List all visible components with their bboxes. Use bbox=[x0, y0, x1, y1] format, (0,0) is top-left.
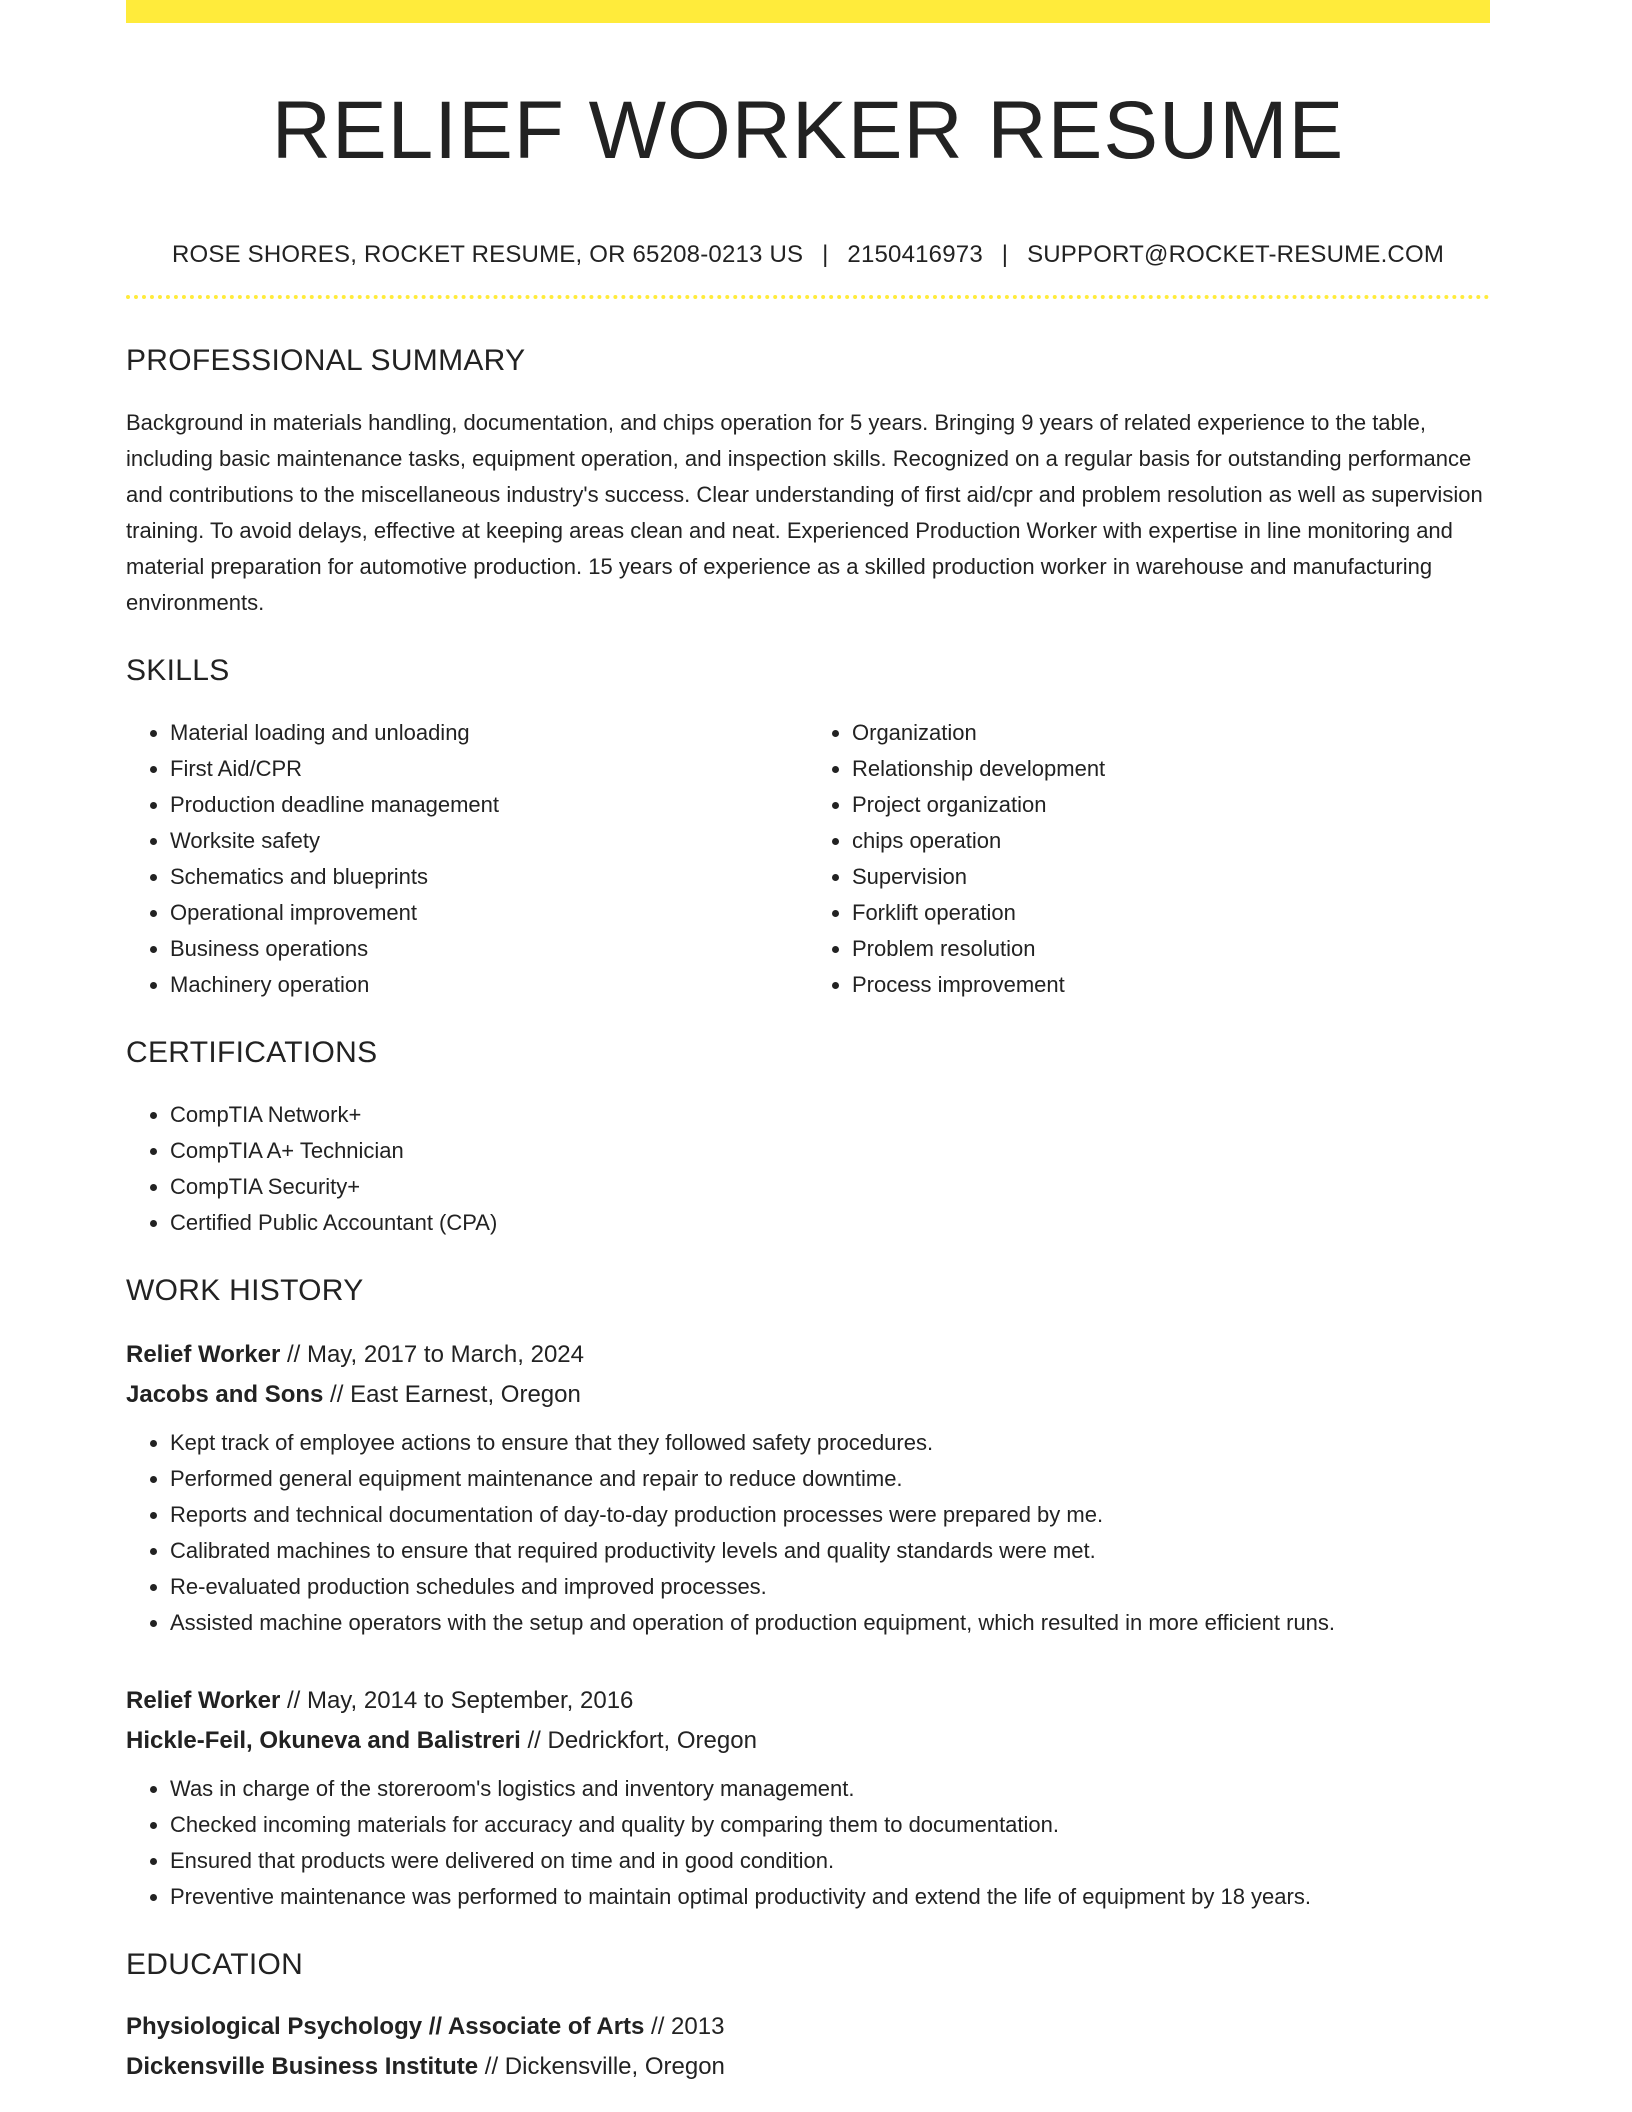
top-accent-bar bbox=[126, 0, 1490, 23]
job-title-line bbox=[126, 1335, 1490, 1375]
contact-separator: | bbox=[1001, 241, 1009, 268]
work-history-heading: WORK HISTORY bbox=[126, 1274, 364, 1307]
resume-title: RELIEF WORKER RESUME bbox=[271, 85, 1345, 176]
certification-item: • Certified Public Accountant (CPA) bbox=[170, 1205, 1490, 1241]
job-duty: • Was in charge of the storeroom's logistics and inventory management. bbox=[170, 1771, 1490, 1807]
contact-line bbox=[126, 239, 1490, 271]
skill-item: • Worksite safety bbox=[170, 823, 808, 859]
certification-item: • CompTIA Security+ bbox=[170, 1169, 1490, 1205]
skill-item: • Problem resolution bbox=[852, 931, 1490, 967]
skill-item: • Machinery operation bbox=[170, 967, 808, 1003]
skills-columns bbox=[126, 715, 1490, 1003]
job-title: Relief Worker bbox=[126, 1341, 281, 1368]
skills-list-left bbox=[126, 715, 808, 1003]
job-dates: // May, 2017 to March, 2024 bbox=[280, 1341, 584, 1368]
contact-phone: 2150416973 bbox=[847, 241, 983, 268]
skill-item: • Material loading and unloading bbox=[170, 715, 808, 751]
job-location: // Dedrickfort, Oregon bbox=[520, 1727, 757, 1754]
job-duty: • Assisted machine operators with the setup and operation of production equipment, which resulted in more efficient runs. bbox=[170, 1605, 1490, 1641]
certification-item: • CompTIA Network+ bbox=[170, 1097, 1490, 1133]
skill-item: • Schematics and blueprints bbox=[170, 859, 808, 895]
certifications-list bbox=[126, 1097, 1490, 1241]
skill-item: • Forklift operation bbox=[852, 895, 1490, 931]
skills-list-right bbox=[808, 715, 1490, 1003]
job-duty: • Preventive maintenance was performed to maintain optimal productivity and extend the life of equipment by 18 years. bbox=[170, 1879, 1490, 1915]
resume-page bbox=[126, 23, 1490, 2087]
education-degree: Physiological Psychology // Associate of Arts bbox=[126, 2013, 645, 2040]
education-school: Dickensville Business Institute bbox=[126, 2053, 479, 2080]
job-duties-list bbox=[126, 1425, 1490, 1641]
job-dates: // May, 2014 to September, 2016 bbox=[280, 1687, 634, 1714]
skill-item: • First Aid/CPR bbox=[170, 751, 808, 787]
contact-email: SUPPORT@ROCKET-RESUME.COM bbox=[1027, 241, 1445, 268]
contact-separator: | bbox=[822, 241, 829, 268]
education-entry bbox=[126, 2007, 1490, 2087]
education-school-line bbox=[126, 2047, 1490, 2087]
job-entry bbox=[126, 1681, 1490, 1915]
skills-heading: SKILLS bbox=[126, 654, 230, 687]
certifications-heading: CERTIFICATIONS bbox=[126, 1036, 378, 1069]
job-title-line bbox=[126, 1681, 1490, 1721]
education-year: // 2013 bbox=[644, 2013, 725, 2040]
education-section bbox=[126, 1947, 1490, 2087]
certifications-section bbox=[126, 1035, 1490, 1241]
job-duty: • Kept track of employee actions to ensure that they followed safety procedures. bbox=[170, 1425, 1490, 1461]
education-location: // Dickensville, Oregon bbox=[478, 2053, 725, 2080]
dotted-divider bbox=[126, 295, 1490, 299]
job-duty: • Performed general equipment maintenance and repair to reduce downtime. bbox=[170, 1461, 1490, 1497]
skill-item: • chips operation bbox=[852, 823, 1490, 859]
job-company: Hickle-Feil, Okuneva and Balistreri bbox=[126, 1727, 521, 1754]
work-history-section bbox=[126, 1273, 1490, 1915]
job-duty: • Checked incoming materials for accuracy and quality by comparing them to documentation. bbox=[170, 1807, 1490, 1843]
skill-item: • Supervision bbox=[852, 859, 1490, 895]
skill-item: • Process improvement bbox=[852, 967, 1490, 1003]
skill-item: • Project organization bbox=[852, 787, 1490, 823]
education-heading: EDUCATION bbox=[126, 1948, 304, 1981]
job-company-line bbox=[126, 1721, 1490, 1761]
job-duties-list bbox=[126, 1771, 1490, 1915]
skill-item: • Relationship development bbox=[852, 751, 1490, 787]
skill-item: • Organization bbox=[852, 715, 1490, 751]
job-duty: • Calibrated machines to ensure that required productivity levels and quality standards were met. bbox=[170, 1533, 1490, 1569]
job-title: Relief Worker bbox=[126, 1687, 281, 1714]
skill-item: • Operational improvement bbox=[170, 895, 808, 931]
summary-text: Background in materials handling, documentation, and chips operation for 5 years. Bringing 9 years of related experience to the table, including basic maintenance tasks, equipment operation, and inspection skills. Recognized on a regular basis for outstanding performance and contributions to the miscellaneous industry's success. Clear understanding of first aid/cpr and problem resolution as well as supervision training. To avoid delays, effective at keeping areas clean and neat. Experienced Production Worker with expertise in line monitoring and material preparation for automotive production. 15 years of experience as a skilled production worker in warehouse and manufacturing environments. bbox=[126, 410, 1483, 615]
job-company-line bbox=[126, 1375, 1490, 1415]
skill-item: • Business operations bbox=[170, 931, 808, 967]
job-company: Jacobs and Sons bbox=[126, 1381, 324, 1408]
job-duty: • Ensured that products were delivered on time and in good condition. bbox=[170, 1843, 1490, 1879]
summary-section bbox=[126, 343, 1490, 621]
summary-heading: PROFESSIONAL SUMMARY bbox=[126, 344, 526, 377]
skills-section bbox=[126, 653, 1490, 1003]
job-duty: • Re-evaluated production schedules and improved processes. bbox=[170, 1569, 1490, 1605]
job-entry bbox=[126, 1335, 1490, 1641]
education-degree-line bbox=[126, 2007, 1490, 2047]
certification-item: • CompTIA A+ Technician bbox=[170, 1133, 1490, 1169]
job-location: // East Earnest, Oregon bbox=[323, 1381, 581, 1408]
job-duty: • Reports and technical documentation of day-to-day production processes were prepared by me. bbox=[170, 1497, 1490, 1533]
skill-item: • Production deadline management bbox=[170, 787, 808, 823]
contact-address: ROSE SHORES, ROCKET RESUME, OR 65208-0213 US bbox=[171, 241, 804, 268]
